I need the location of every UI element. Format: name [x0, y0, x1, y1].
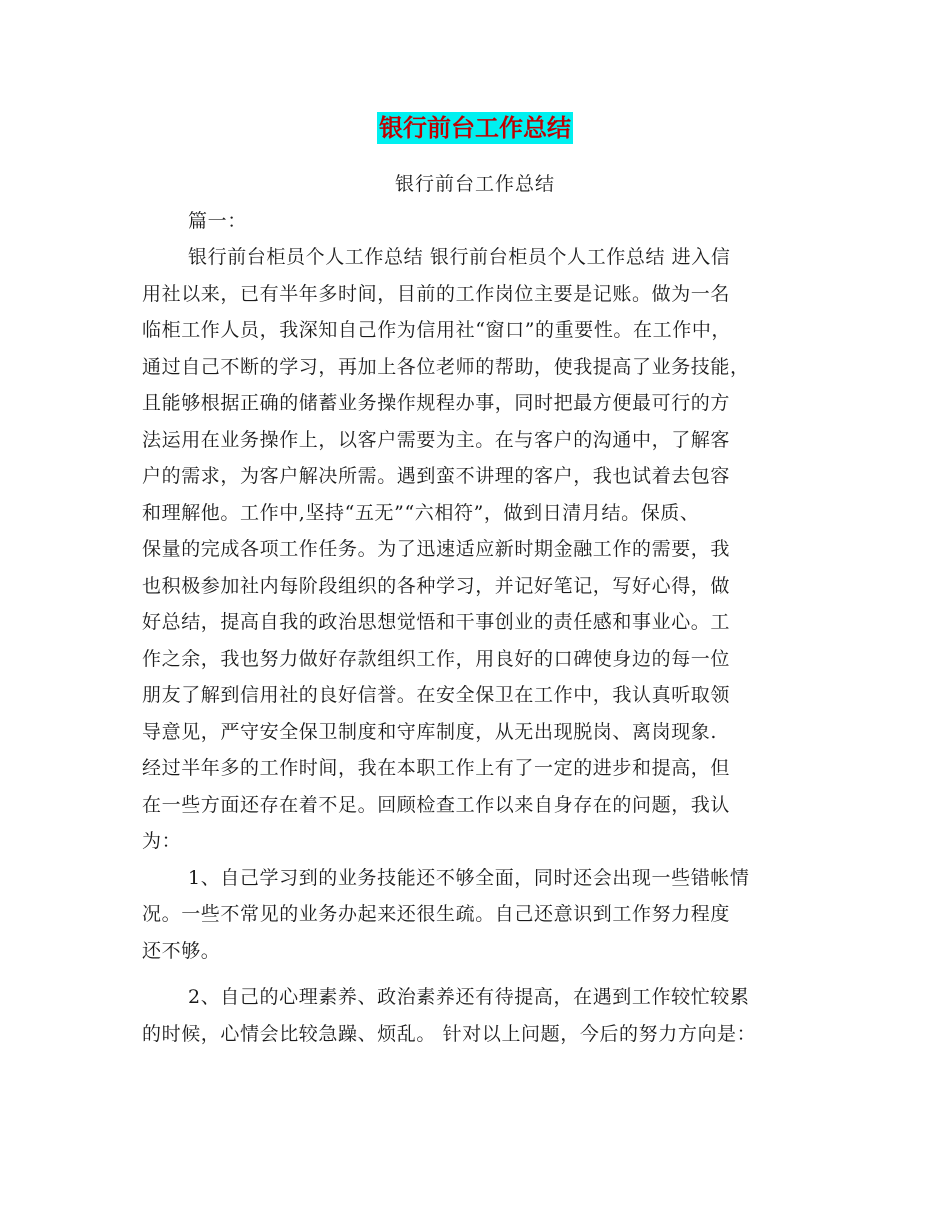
section-heading: 篇一： — [188, 210, 247, 232]
document-title-wrap — [0, 112, 950, 144]
paragraph-line: 保量的完成各项工作任务。为了迅速适应新时期金融工作的需要，我 — [142, 538, 731, 560]
paragraph-line: 户的需求，为客户解决所需。遇到蛮不讲理的客户，我也试着去包容 — [142, 465, 731, 487]
list-item-line: 1、自己学习到的业务技能还不够全面，同时还会出现一些错帐情 — [188, 867, 750, 889]
paragraph-line: 经过半年多的工作时间，我在本职工作上有了一定的进步和提高，但 — [142, 757, 731, 779]
list-item-line: 2、自己的心理素养、政治素养还有待提高，在遇到工作较忙较累 — [188, 986, 750, 1008]
paragraph-line: 也积极参加社内每阶段组织的各种学习，并记好笔记，写好心得，做 — [142, 575, 731, 597]
paragraph-line: 在一些方面还存在着不足。回顾检查工作以来自身存在的问题，我认 — [142, 794, 731, 816]
paragraph-line: 作之余，我也努力做好存款组织工作，用良好的口碑使身边的每一位 — [142, 648, 731, 670]
paragraph-line: 和理解他。工作中,坚持“五无”“六相符”，做到日清月结。保质、 — [142, 502, 700, 524]
document-subtitle: 银行前台工作总结 — [394, 173, 555, 195]
paragraph-line: 为： — [142, 830, 182, 852]
paragraph-line: 好总结，提高自我的政治思想觉悟和干事创业的责任感和事业心。工 — [142, 611, 731, 633]
document-title: 银行前台工作总结 — [379, 114, 571, 142]
paragraph-line: 银行前台柜员个人工作总结 银行前台柜员个人工作总结 进入信 — [188, 246, 731, 268]
paragraph-line: 用社以来，已有半年多时间，目前的工作岗位主要是记账。做为一名 — [142, 283, 731, 305]
paragraph-line: 且能够根据正确的储蓄业务操作规程办事，同时把最方便最可行的方 — [142, 392, 731, 414]
paragraph-line: 临柜工作人员，我深知自己作为信用社“窗口”的重要性。在工作中， — [142, 319, 732, 341]
paragraph-line: 朋友了解到信用社的良好信誉。在安全保卫在工作中，我认真听取领 — [142, 684, 731, 706]
list-item-line: 况。一些不常见的业务办起来还很生疏。自己还意识到工作努力程度 — [142, 903, 731, 925]
paragraph-line: 法运用在业务操作上，以客户需要为主。在与客户的沟通中，了解客 — [142, 429, 731, 451]
paragraph-line: 导意见，严守安全保卫制度和守库制度，从无出现脱岗、离岗现象. — [142, 721, 718, 743]
list-item-line: 还不够。 — [142, 940, 221, 962]
paragraph-line: 通过自己不断的学习，再加上各位老师的帮助，使我提高了业务技能， — [142, 356, 750, 378]
list-item-line: 的时候，心情会比较急躁、烦乱。 针对以上问题，今后的努力方向是： — [142, 1023, 757, 1045]
